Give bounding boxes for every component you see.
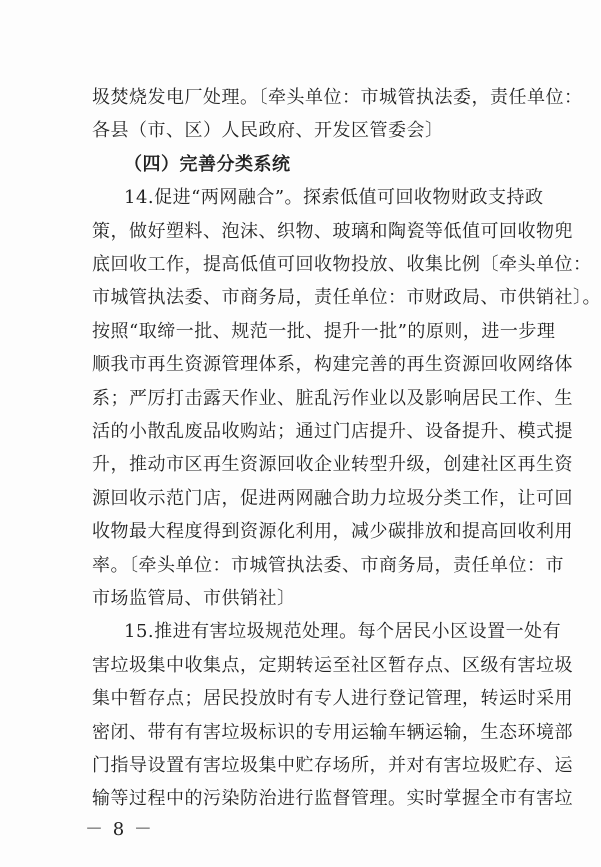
body-text-line: 市城管执法委、市商务局，责任单位：市财政局、市供销社〕。	[92, 287, 601, 309]
body-text-line: 密闭、带有有害垃圾标识的专用运输车辆运输，生态环境部	[92, 721, 573, 743]
body-text-line: 升，推动市区再生资源回收企业转型升级，创建社区再生资	[92, 454, 573, 476]
page-number: － 8 －	[85, 819, 154, 840]
body-text-line: 收物最大程度得到资源化利用，减少碳排放和提高回收利用	[92, 521, 573, 543]
body-text-line: 底回收工作，提高低值可回收物投放、收集比例〔牵头单位：	[92, 254, 592, 275]
body-text-line: 市场监管局、市供销社〕	[92, 588, 296, 609]
body-text-line: 集中暂存点；居民投放时有专人进行登记管理，转运时采用	[92, 688, 573, 710]
paragraph-start-line: 15.推进有害垃圾规范处理。每个居民小区设置一处有	[124, 621, 562, 643]
section-heading: （四）完善分类系统	[124, 153, 291, 175]
body-text-line: 各县（市、区）人民政府、开发区管委会〕	[92, 120, 444, 142]
body-text-line: 按照“取缔一批、规范一批、提升一批”的原则，进一步理	[92, 320, 556, 342]
body-text-line: 顺我市再生资源管理体系，构建完善的再生资源回收网络体	[92, 354, 573, 376]
body-text-line: 圾焚烧发电厂处理。〔牵头单位：市城管执法委，责任单位：	[92, 87, 583, 108]
body-text-line: 系；严厉打击露天作业、脏乱污作业以及影响居民工作、生	[92, 387, 573, 409]
body-text-line: 活的小散乱废品收购站；通过门店提升、设备提升、模式提	[92, 421, 573, 442]
body-text-line: 源回收示范门店，促进两网融合助力垃圾分类工作，让可回	[92, 487, 573, 509]
body-text-line: 率。〔牵头单位：市城管执法委、市商务局，责任单位：市	[92, 554, 564, 576]
body-text-line: 策，做好塑料、泡沫、织物、玻璃和陶瓷等低值可回收物兜	[92, 220, 573, 242]
body-text-line: 输等过程中的污染防治进行监督管理。实时掌握全市有害垃	[92, 788, 573, 810]
paragraph-start-line: 14.促进“两网融合”。探索低值可回收物财政支持政	[124, 187, 544, 209]
body-text-line: 害垃圾集中收集点，定期转运至社区暂存点、区级有害垃圾	[92, 654, 573, 676]
body-text-line: 门指导设置有害垃圾集中贮存场所，并对有害垃圾贮存、运	[92, 755, 573, 776]
